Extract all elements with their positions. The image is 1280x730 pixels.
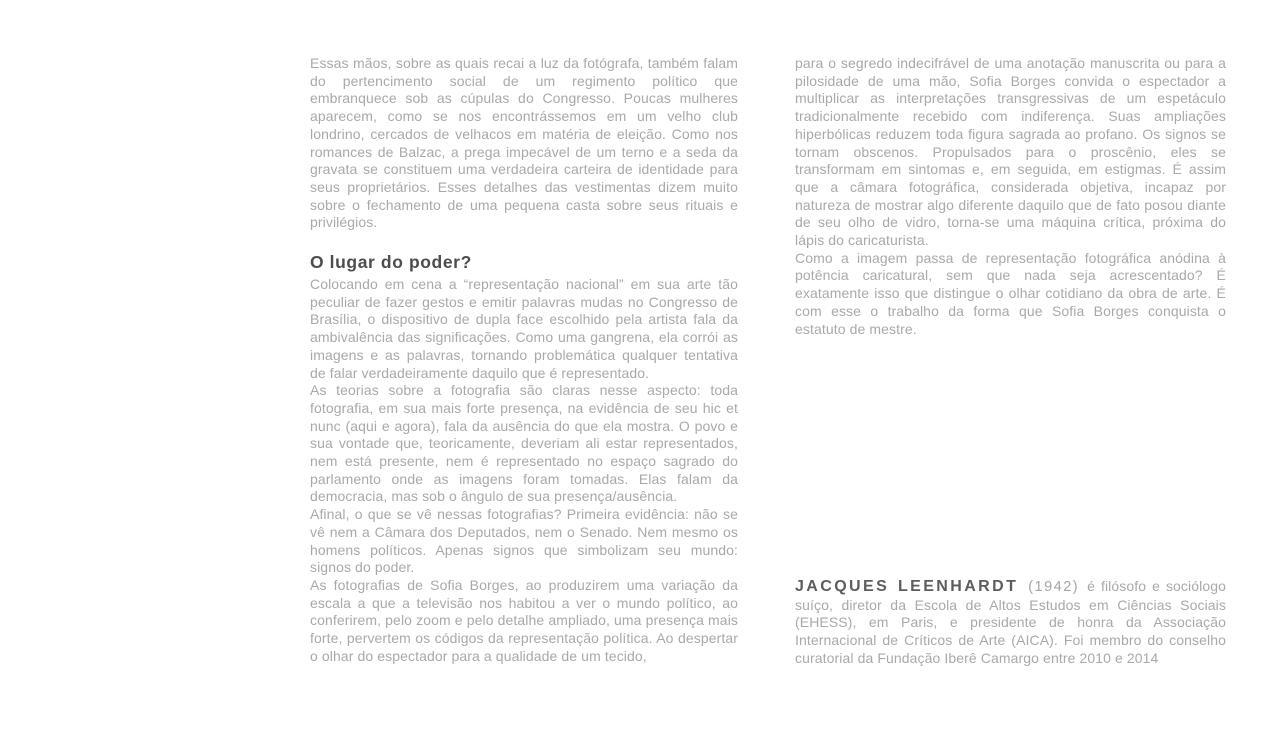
essay-paragraph: para o segredo indecifrável de uma anotação manuscrita ou para a pilosidade de uma mão, Sofia Borges convida o espectador a multiplicar as interpretações transgressivas de um espetáculo tradicionalmente recebido com indiferença. Suas ampliações hiperbólicas reduzem toda figura sagrada ao profano. Os signos se tornam obscenos. Propulsados para o proscênio, eles se transformam em sintomas e, em seguida, em estigmas. É assim que a câmara fotográfica, considerada objetiva, incapaz por natureza de mostrar algo diferente daquilo que de fato posou diante de seu olho de vidro, torna-se uma máquina crítica, próxima do lápis do caricaturista. xyxy=(795,55,1226,249)
left-column xyxy=(310,55,738,666)
essay-paragraph: Colocando em cena a “representação nacional” em sua arte tão peculiar de fazer gestos e emitir palavras mudas no Congresso de Brasília, o dispositivo de dupla face escolhido pela artista fala da ambivalência das significações. Como uma gangrena, ela corrói as imagens e as palavras, tornando problemática qualquer tentativa de falar verdadeiramente daquilo que é representado. xyxy=(310,276,738,381)
author-bio xyxy=(795,578,1226,668)
author-name: JACQUES LEENHARDT xyxy=(795,578,1019,595)
intro-paragraph: Essas mãos, sobre as quais recai a luz da fotógrafa, também falam do pertencimento social de um regimento político que embranquece sob as cúpulas do Congresso. Poucas mulheres aparecem, como se nos encontrássemos em um velho club londrino, cercados de velhacos em matéria de eleição. Como nos romances de Balzac, a prega impecável de um terno e a seda da gravata se constituem uma verdadeira carteira de identidade para seus proprietários. Esses detalhes das vestimentas dizem muito sobre o fechamento de uma pequena casta sobre seus rituais e privilégios. xyxy=(310,55,738,231)
essay-paragraph: Como a imagem passa de representação fotográfica anódina à potência caricatural, sem que nada seja acrescentado? É exatamente isso que distingue o olhar cotidiano da obra de arte. É com esse o trabalho da forma que Sofia Borges conquista o estatuto de mestre. xyxy=(795,249,1226,337)
essay-paragraph: As teorias sobre a fotografia são claras nesse aspecto: toda fotografia, em sua mais forte presença, na evidência de seu hic et nunc (aqui e agora), fala da ausência do que ela mostra. O povo e sua vontade que, teoricamente, deveriam ali estar representados, nem está presente, nem é representado no espaço sagrado do parlamento onde as imagens foram tomadas. Elas falam da democracia, mas sob o ângulo de sua presença/ausência. xyxy=(310,382,738,505)
right-column xyxy=(795,55,1226,338)
author-birth-year: (1942) xyxy=(1028,579,1080,595)
section-heading: O lugar do poder? xyxy=(310,252,472,273)
essay-paragraph: As fotografias de Sofia Borges, ao produzirem uma variação da escala a que a televisão nos habitou a ver o mundo político, ao conferirem, pelo zoom e pelo detalhe ampliado, uma presença mais forte, pervertem os códigos da representação política. Ao despertar o olhar do espectador para a qualidade de um tecido, xyxy=(310,576,738,664)
author-bio-paragraph xyxy=(795,578,1226,668)
author-description: é filósofo e sociólogo suíço, diretor da Escola de Altos Estudos em Ciências Sociais (EHESS), em Paris, e presidente de honra da Associação Internacional de Críticos de Arte (AICA). Foi membro do conselho curatorial da Fundação Iberê Camargo entre 2010 e 2014 xyxy=(795,578,1226,666)
essay-paragraph: Afinal, o que se vê nessas fotografias? Primeira evidência: não se vê nem a Câmara dos Deputados, nem o Senado. Nem mesmo os homens políticos. Apenas signos que simbolizam seu mundo: signos do poder. xyxy=(310,506,738,576)
